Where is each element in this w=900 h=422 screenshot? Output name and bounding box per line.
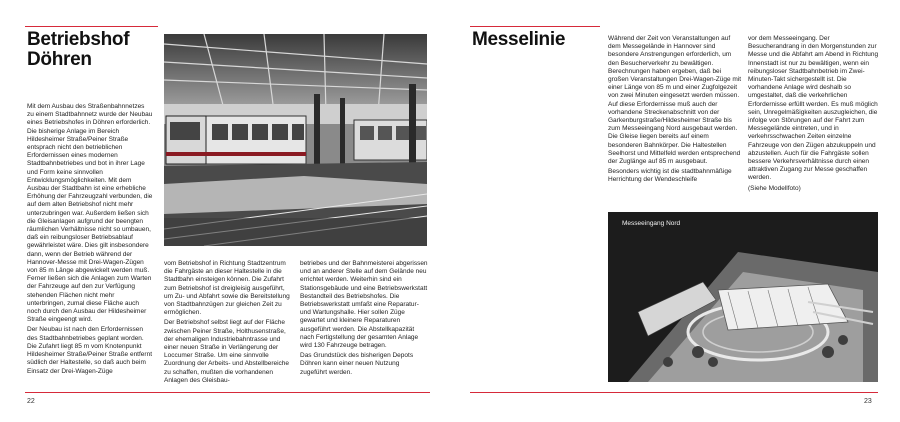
page-title: Messelinie [472,29,566,50]
text-column-1 [608,35,743,187]
paragraph: Mit dem Ausbau des Straßenbahnnetzes zu einem Stadtbahnnetz wurde der Neubau eines Betriebshofes in Döhren erforderlich. Die bisherige Anlage im Bereich Hildesheimer Straße/Peiner Straße entsprach nicht den betrieblichen Erfordernissen eines modernen Stadtbahnbetriebes und bot in ihrer Lage und Form keine sinnvollen Entwicklungsmöglichkeiten. Mit dem Ausbau der Stadtbahn ist eine erhebliche Erhöhung der Fahrzeugzahl verbunden, die auf dem alten Betriebshof nicht mehr unterzubringen war. Außerdem ließen sich die Gleisanlagen aufgrund der beengten räumlichen Verhältnisse nicht so umbauen, daß ein reibungsloser Betriebsablauf gewährleistet wäre. Dies gilt insbesondere dann, wenn der Betrieb während der Hannover-Messe mit Drei-Wagen-Zügen von 85 m Länge abgewickelt werden muß. Ferner ließen sich die Anlagen zum Warten der Fahrzeuge auf den zur Verfügung stehenden Flächen nicht mehr unterbringen, zumal diese Fläche auch noch durch den Ausbau der Hildesheimer Straße eingeengt wird. [27,103,153,324]
model-photo-drawing [608,212,878,382]
paragraph: Der Betriebshof selbst liegt auf der Fläche zwischen Peiner Straße, Holthusenstraße, der ehemaligen Industriebahntrasse und einer neuen Straße in Verlängerung der Loccumer Straße. Um eine sinnvolle Zuordnung der Arbeits- und Abstellbereiche zu schaffen, mußten die vorhandenen Anlagen des Gleisbau- [164,319,290,384]
text-column-2 [748,35,880,195]
model-photo [608,212,878,382]
footer-rule [25,392,430,393]
depot-photo [164,34,427,246]
text-column-2 [164,260,290,387]
title-rule [470,26,600,27]
right-page [450,0,900,422]
page-title [27,30,129,70]
title-line-1: Betriebshof [27,29,130,50]
paragraph: vom Betriebshof in Richtung Stadtzentrum die Fahrgäste an dieser Haltestelle in die Stadtbahn einsteigen können. Die Zufahrt zum Betriebshof ist dreigleisig ausgeführt, um Zu- und Abfahrt sowie die Bereitstellung von Stadtbahnzügen zur gleichen Zeit zu ermöglichen. [164,260,290,317]
paragraph: vor dem Messeeingang. Der Besucherandrang in den Morgenstunden zur Messe und die Abfahrt am Abend in Richtung Innenstadt ist nur zu bewältigen, wenn ein reibungsloser Stadtbahnbetrieb im Zwei-Minuten-Takt sichergestellt ist. Die vorhandene Anlage wird deshalb so umgestaltet, daß die verkehrlichen Erfordernisse erfüllt werden. Es muß möglich sein, Unregelmäßigkeiten auszugleichen, die infolge von Störungen auf der Fahrt zum Messegelände eintreten, und in verkehrsschwachen Zeiten einzelne Fahrzeuge von den Zügen abzukuppeln und abzustellen. Auch für die Fahrgäste sollen bessere Verkehrsverhältnisse durch einen attraktiven Zugang zur Messe geschaffen werden. [748,35,879,182]
title-rule [25,26,158,27]
paragraph: Während der Zeit von Veranstaltungen auf dem Messegelände in Hannover sind besondere Anstrengungen erforderlich, um den Besucherverkehr zu bewältigen. Berechnungen haben ergeben, daß bei großen Veranstaltungen Drei-Wagen-Züge mit einer Länge von 85 m und einer Zugfolgezeit von zwei Minuten eingesetzt werden müssen. Auf diese Erfordernisse muß auch der vorhandene Streckenabschnitt von der Garkenburgstraße/Hildesheimer Straße bis zum Messeeingang Nord ausgebaut werden. Die Gleise liegen bereits auf einem besonderen Bahnkörper. Die Haltestellen Seelhorst und Mittelfeld werden entsprechend der Zuglänge auf 85 m ausgebaut. [608,35,742,166]
paragraph: (Siehe Modellfoto) [748,184,801,192]
paragraph: betriebes und der Bahnmeisterei abgerissen und an anderer Stelle auf dem Gelände neu errichtet werden. Weiterhin sind ein Stationsgebäude und eine Betriebswerkstatt Bestandteil des Betriebshofes. Die Betriebswerkstatt umfaßt eine Reparatur- und Wartungshalle. Hier sollen Züge gewartet und kleinere Reparaturen ausgeführt werden. Die Abstellkapazität nach Fertigstellung der gesamten Anlage wird 130 Fahrzeuge betragen. [300,260,428,350]
footer-rule [470,392,878,393]
paragraph: Der Neubau ist nach den Erfordernissen des Stadtbahnbetriebes geplant worden. Die Zufahrt liegt 85 m vom Knotenpunkt Hildesheimer Straße/Peiner Straße entfernt südlich der Haltestelle, so daß auch beim Einsatz der Drei-Wagen-Züge [27,326,152,375]
title-line-2: Döhren [27,49,92,70]
depot-photo-drawing [164,34,427,246]
photo-caption: Messeeingang Nord [622,220,681,227]
paragraph: Besonders wichtig ist die stadtbahnmäßige Herrichtung der Wendeschleife [608,168,732,184]
page-number: 23 [864,398,872,405]
paragraph: Das Grundstück des bisherigen Depots Döhren kann einer neuen Nutzung zugeführt werden. [300,352,414,376]
text-column-1 [27,103,153,378]
text-column-3 [300,260,428,379]
page-number: 22 [27,398,35,405]
